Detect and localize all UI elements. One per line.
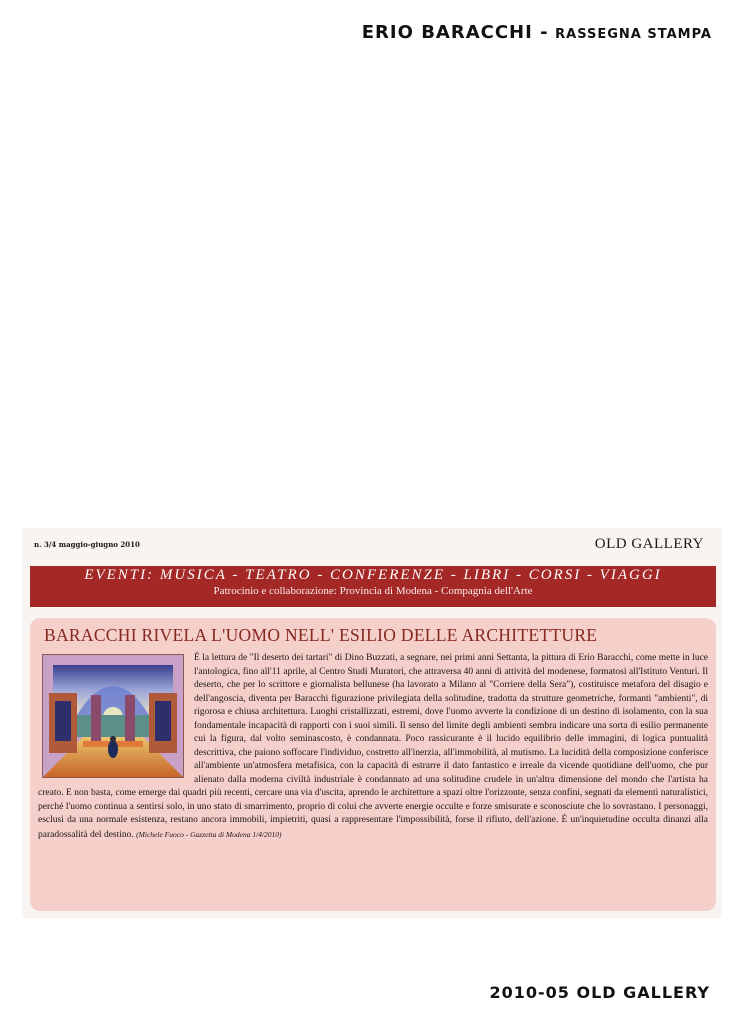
events-line: EVENTI: MUSICA - TEATRO - CONFERENZE - LIBRI - CORSI - VIAGGI bbox=[84, 567, 662, 583]
article-headline: BARACCHI RIVELA L'UOMO NELL' ESILIO DELLE ARCHITETTURE bbox=[44, 625, 598, 645]
press-clipping bbox=[22, 528, 722, 918]
painting-illustration bbox=[43, 655, 183, 777]
painting-image bbox=[42, 654, 184, 778]
article-text: É la lettura de "Il deserto dei tartari" di Dino Buzzati, a segnare, nei primi anni Settanta, la pittura di Erio Baracchi, come mette in luce l'antologica, fino all'11 aprile, al Centro Studi Muratori, che attraversa 40 anni di attività del modenese, formatosi all'Istituto Venturi. Il deserto, che per lo scrittore e giornalista bellunese (ha lavorato a Milano al "Corriere della Sera"), costituisce metafora del disagio e dell'angoscia, diventa per Baracchi figurazione privilegiata della solitudine, tradotta da strutture geometriche, formanti "ambienti", di rigorosa e chiusa architettura. Luoghi cristallizzati, estremi, dove l'uomo avverte la condizione di un destino di isolamento, con la sua fondamentale incapacità di rapporti con i suoi simili. Il senso del limite degli ambienti sembra indicare una sorta di esilio permanente cui la figura, dal volto seminascosto, è condannata. Poco rassicurante è il lucido equilibrio delle immagini, di logica puntualità descrittiva, che paiono soffocare l'individuo, costretto all'inerzia, all'immobilità, al mutismo. La lucidità della composizione conferisce all'ambiente un'atmosfera metafisica, con la capacità di estrarre il dato fantastico e irreale da vicende quotidiane dell'uomo, che pur alienato dalla moderna civiltà industriale è condannato ad una solitudine crudele in un'altra dimensione del mondo che l'artista ha creato. E non basta, come emerge dai quadri più recenti, cercare una via d'uscita, aprendo le architetture a spazi oltre l'orizzonte, senza confini, segnati da elementi naturalistici, perché l'uomo continua a sentirsi solo, in uno stato di smarrimento, proprio di colui che avverte energie occulte e forze smisurate e sconosciute che lo sovrastano. I personaggi, esclusi da una normale esistenza, restano ancora immobili, impietriti, quasi a rappresentare l'impossibilità, forse il rifiuto, dell'azione. É un'inquietudine occulta dinanzi alla paradossalità del destino. bbox=[38, 653, 708, 840]
article-credit: (Michele Fuoco - Gazzetta di Modena 1/4/2010) bbox=[136, 829, 282, 839]
page-header bbox=[362, 22, 712, 43]
page-footer: 2010-05 OLD GALLERY bbox=[489, 983, 710, 1002]
issue-number: n. 3/4 maggio-giugno 2010 bbox=[34, 540, 140, 549]
article-panel bbox=[30, 618, 716, 911]
header-title: ERIO BARACCHI - bbox=[361, 22, 549, 43]
events-banner bbox=[30, 566, 716, 607]
patronage-line: Patrocinio e collaborazione: Provincia di Modena - Compagnia dell'Arte bbox=[213, 585, 533, 597]
header-subtitle: RASSEGNA STAMPA bbox=[555, 27, 712, 42]
masthead: OLD GALLERY bbox=[594, 536, 704, 552]
